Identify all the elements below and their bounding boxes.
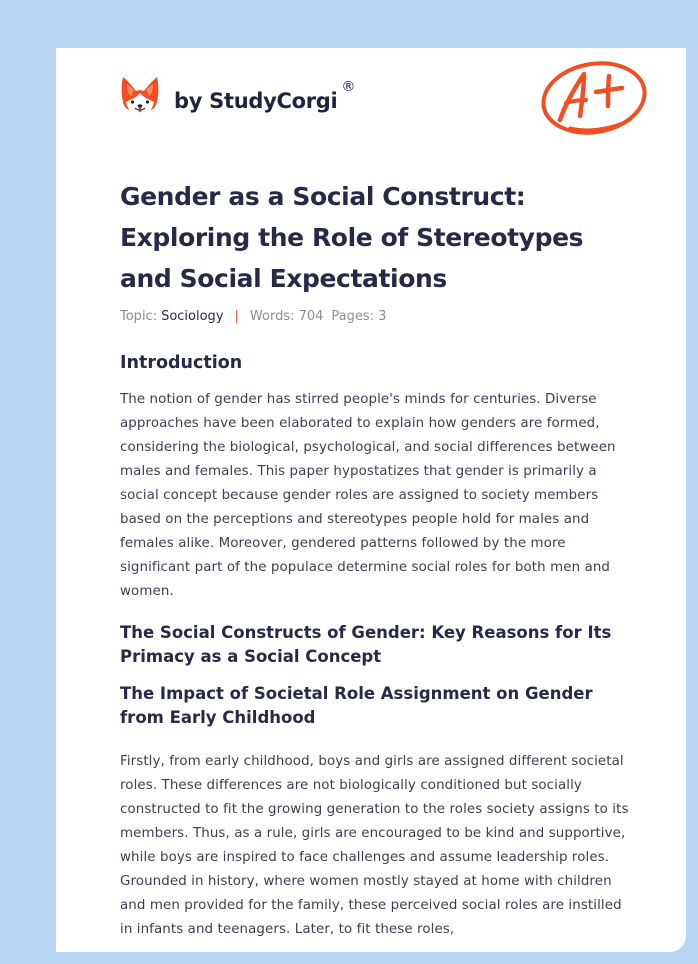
topic-label: Topic: bbox=[120, 309, 158, 324]
a-plus-grade-icon bbox=[538, 58, 650, 140]
topic-link[interactable]: Sociology bbox=[161, 309, 224, 324]
word-count: Words: 704 bbox=[249, 309, 324, 324]
logo-text: by StudyCorgi bbox=[174, 89, 338, 113]
page-count: Pages: 3 bbox=[331, 309, 387, 324]
header bbox=[56, 48, 686, 158]
societal-role-paragraph: Firstly, from early childhood, boys and girls are assigned different societal roles. These differences are not biologically conditioned but socially constructed to fit the growing generation to the roles society assigns to its members. Thus, as a rule, girls are encouraged to be kind and supportive, while boys are inspired to face challenges and assume leadership roles. Grounded in history, where women mostly stayed at home with children and men provided for the family, these perceived social roles are instilled in infants and teenagers. Later, to fit these roles, bbox=[120, 754, 629, 937]
meta-separator: | bbox=[234, 309, 239, 324]
introduction-paragraph: The notion of gender has stirred people's minds for centuries. Diverse approaches have been elaborated to explain how genders are formed, considering the biological, psychological, and social differences between males and females. This paper hypostatizes that gender is primarily a social concept because gender roles are assigned to society members based on the perceptions and stereotypes people hold for males and females alike. Moreover, gendered patterns followed by the more significant part of the populace determine social roles for both men and women. bbox=[120, 392, 616, 599]
section-heading-introduction: Introduction bbox=[120, 353, 243, 373]
article-content bbox=[120, 176, 632, 942]
studycorgi-logo[interactable] bbox=[120, 75, 355, 119]
corgi-logo-icon bbox=[120, 75, 160, 119]
section-heading-societal-role: The Impact of Societal Role Assignment on Gender from Early Childhood bbox=[120, 684, 593, 727]
registered-mark: ® bbox=[341, 79, 356, 95]
article-title: Gender as a Social Construct: Exploring the Role of Stereotypes and Social Expectations bbox=[120, 182, 584, 293]
essay-card bbox=[56, 48, 686, 952]
section-heading-social-constructs: The Social Constructs of Gender: Key Reasons for Its Primacy as a Social Concept bbox=[120, 623, 612, 666]
article-meta bbox=[120, 309, 632, 324]
